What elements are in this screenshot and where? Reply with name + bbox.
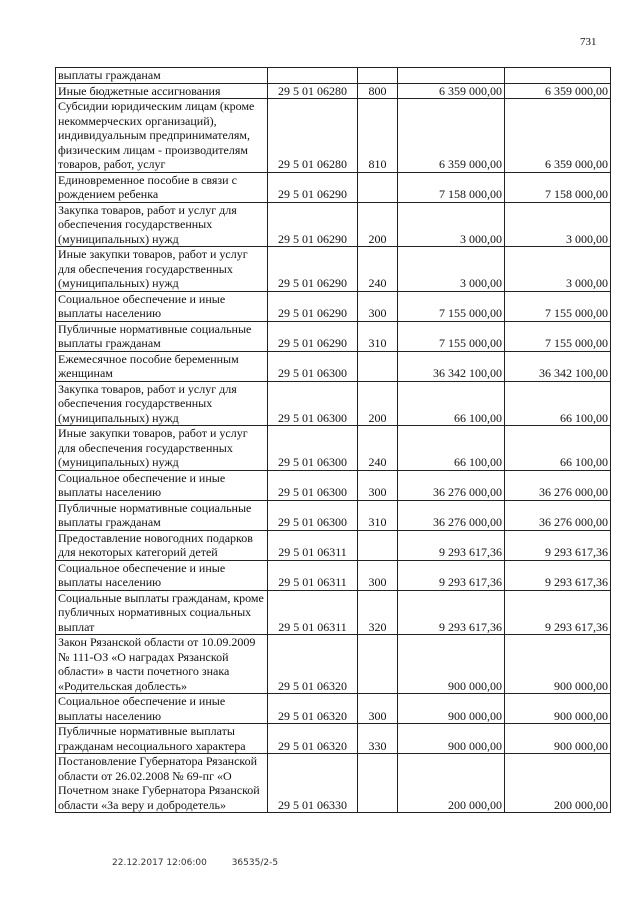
row-code-cell: 29 5 01 06300: [268, 426, 358, 471]
row-expense-kind-cell: [358, 530, 398, 560]
row-code-cell: 29 5 01 06290: [268, 291, 358, 321]
row-expense-kind-cell: 240: [358, 247, 398, 292]
row-code-cell: 29 5 01 06330: [268, 754, 358, 813]
row-sum-2018-cell: 7 158 000,00: [398, 172, 505, 202]
row-code-cell: 29 5 01 06300: [268, 351, 358, 381]
row-name-cell: Публичные нормативные выплаты гражданам несоциального характера: [56, 724, 268, 754]
row-sum-2019-cell: 3 000,00: [505, 202, 611, 247]
row-code-cell: 29 5 01 06290: [268, 202, 358, 247]
row-sum-2018-cell: 36 342 100,00: [398, 351, 505, 381]
row-name-cell: Закупка товаров, работ и услуг для обеспечения государственных (муниципальных) нужд: [56, 381, 268, 426]
row-expense-kind-cell: [358, 754, 398, 813]
table-row: [56, 530, 611, 560]
table-row: [56, 83, 611, 99]
row-expense-kind-cell: 300: [358, 560, 398, 590]
table-row: [56, 247, 611, 292]
row-name-cell: Закупка товаров, работ и услуг для обеспечения государственных (муниципальных) нужд: [56, 202, 268, 247]
row-name-cell: Субсидии юридическим лицам (кроме некоммерческих организаций), индивидуальным предпринимателям, физическим лицам - производителям товаров, работ, услуг: [56, 99, 268, 173]
row-sum-2018-cell: 3 000,00: [398, 247, 505, 292]
row-expense-kind-cell: 310: [358, 500, 398, 530]
row-sum-2018-cell: 66 100,00: [398, 426, 505, 471]
row-name-cell: Социальное обеспечение и иные выплаты населению: [56, 694, 268, 724]
row-code-cell: 29 5 01 06320: [268, 694, 358, 724]
row-sum-2019-cell: 36 276 000,00: [505, 500, 611, 530]
row-expense-kind-cell: 320: [358, 590, 398, 635]
table-row: [56, 754, 611, 813]
row-sum-2018-cell: 9 293 617,36: [398, 560, 505, 590]
row-sum-2019-cell: 66 100,00: [505, 381, 611, 426]
table-row: [56, 99, 611, 173]
table-row: [56, 202, 611, 247]
table-row: [56, 172, 611, 202]
row-expense-kind-cell: 800: [358, 83, 398, 99]
row-name-cell: Постановление Губернатора Рязанской области от 26.02.2008 № 69-пг «О Почетном знаке Губернатора Рязанской области «За веру и добродетель»: [56, 754, 268, 813]
row-sum-2018-cell: 66 100,00: [398, 381, 505, 426]
row-expense-kind-cell: [358, 172, 398, 202]
row-code-cell: 29 5 01 06290: [268, 172, 358, 202]
row-sum-2018-cell: 36 276 000,00: [398, 470, 505, 500]
row-sum-2019-cell: 900 000,00: [505, 694, 611, 724]
row-sum-2018-cell: 6 359 000,00: [398, 99, 505, 173]
row-name-cell: Иные бюджетные ассигнования: [56, 83, 268, 99]
budget-table-body: [56, 68, 611, 813]
row-sum-2019-cell: 900 000,00: [505, 635, 611, 694]
row-expense-kind-cell: 200: [358, 202, 398, 247]
table-row: [56, 381, 611, 426]
row-expense-kind-cell: 300: [358, 470, 398, 500]
row-name-cell: выплаты гражданам: [56, 68, 268, 84]
row-code-cell: 29 5 01 06290: [268, 321, 358, 351]
row-code-cell: 29 5 01 06300: [268, 381, 358, 426]
row-expense-kind-cell: 310: [358, 321, 398, 351]
row-name-cell: Социальное обеспечение и иные выплаты населению: [56, 560, 268, 590]
table-row: [56, 321, 611, 351]
row-name-cell: Социальные выплаты гражданам, кроме публичных нормативных социальных выплат: [56, 590, 268, 635]
table-row: [56, 351, 611, 381]
row-sum-2019-cell: 6 359 000,00: [505, 99, 611, 173]
row-name-cell: Публичные нормативные социальные выплаты гражданам: [56, 321, 268, 351]
table-row: [56, 470, 611, 500]
table-row: [56, 560, 611, 590]
row-sum-2019-cell: 6 359 000,00: [505, 83, 611, 99]
row-code-cell: 29 5 01 06280: [268, 99, 358, 173]
row-sum-2019-cell: 7 158 000,00: [505, 172, 611, 202]
row-sum-2018-cell: 200 000,00: [398, 754, 505, 813]
page-number: 731: [580, 36, 597, 48]
table-row: [56, 500, 611, 530]
row-name-cell: Социальное обеспечение и иные выплаты населению: [56, 291, 268, 321]
row-expense-kind-cell: 300: [358, 291, 398, 321]
row-sum-2018-cell: 9 293 617,36: [398, 530, 505, 560]
row-code-cell: [268, 68, 358, 84]
row-name-cell: Публичные нормативные социальные выплаты гражданам: [56, 500, 268, 530]
row-sum-2019-cell: 9 293 617,36: [505, 560, 611, 590]
row-expense-kind-cell: 200: [358, 381, 398, 426]
row-sum-2019-cell: 7 155 000,00: [505, 291, 611, 321]
row-expense-kind-cell: 240: [358, 426, 398, 471]
row-expense-kind-cell: [358, 351, 398, 381]
row-code-cell: 29 5 01 06300: [268, 500, 358, 530]
row-expense-kind-cell: 810: [358, 99, 398, 173]
row-sum-2018-cell: [398, 68, 505, 84]
row-sum-2018-cell: 900 000,00: [398, 635, 505, 694]
table-row: [56, 68, 611, 84]
row-sum-2018-cell: 3 000,00: [398, 202, 505, 247]
row-expense-kind-cell: 300: [358, 694, 398, 724]
row-sum-2019-cell: [505, 68, 611, 84]
row-name-cell: Предоставление новогодних подарков для некоторых категорий детей: [56, 530, 268, 560]
row-sum-2019-cell: 66 100,00: [505, 426, 611, 471]
row-code-cell: 29 5 01 06311: [268, 560, 358, 590]
row-name-cell: Иные закупки товаров, работ и услуг для обеспечения государственных (муниципальных) нужд: [56, 247, 268, 292]
row-sum-2018-cell: 36 276 000,00: [398, 500, 505, 530]
row-name-cell: Единовременное пособие в связи с рождением ребенка: [56, 172, 268, 202]
row-code-cell: 29 5 01 06320: [268, 724, 358, 754]
row-sum-2019-cell: 9 293 617,36: [505, 590, 611, 635]
row-sum-2019-cell: 36 276 000,00: [505, 470, 611, 500]
row-sum-2018-cell: 900 000,00: [398, 694, 505, 724]
table-row: [56, 291, 611, 321]
row-code-cell: 29 5 01 06320: [268, 635, 358, 694]
row-sum-2018-cell: 7 155 000,00: [398, 291, 505, 321]
row-name-cell: Социальное обеспечение и иные выплаты населению: [56, 470, 268, 500]
row-sum-2019-cell: 7 155 000,00: [505, 321, 611, 351]
footer: [112, 858, 300, 868]
print-timestamp: 22.12.2017 12:06:00: [112, 858, 207, 868]
row-expense-kind-cell: [358, 635, 398, 694]
row-sum-2018-cell: 900 000,00: [398, 724, 505, 754]
row-sum-2019-cell: 200 000,00: [505, 754, 611, 813]
row-sum-2019-cell: 36 342 100,00: [505, 351, 611, 381]
budget-table: [55, 67, 611, 813]
row-sum-2019-cell: 3 000,00: [505, 247, 611, 292]
table-row: [56, 590, 611, 635]
row-name-cell: Иные закупки товаров, работ и услуг для обеспечения государственных (муниципальных) нужд: [56, 426, 268, 471]
table-row: [56, 694, 611, 724]
row-sum-2019-cell: 900 000,00: [505, 724, 611, 754]
row-name-cell: Закон Рязанской области от 10.09.2009 № 111-ОЗ «О наградах Рязанской области» в части почетного знака «Родительская доблесть»: [56, 635, 268, 694]
row-name-cell: Ежемесячное пособие беременным женщинам: [56, 351, 268, 381]
row-expense-kind-cell: [358, 68, 398, 84]
row-sum-2018-cell: 7 155 000,00: [398, 321, 505, 351]
table-row: [56, 635, 611, 694]
row-code-cell: 29 5 01 06311: [268, 530, 358, 560]
row-sum-2019-cell: 9 293 617,36: [505, 530, 611, 560]
row-code-cell: 29 5 01 06290: [268, 247, 358, 292]
row-sum-2018-cell: 6 359 000,00: [398, 83, 505, 99]
row-code-cell: 29 5 01 06311: [268, 590, 358, 635]
row-code-cell: 29 5 01 06300: [268, 470, 358, 500]
row-expense-kind-cell: 330: [358, 724, 398, 754]
table-row: [56, 724, 611, 754]
row-sum-2018-cell: 9 293 617,36: [398, 590, 505, 635]
table-row: [56, 426, 611, 471]
document-id: 36535/2-5: [231, 858, 279, 868]
row-code-cell: 29 5 01 06280: [268, 83, 358, 99]
